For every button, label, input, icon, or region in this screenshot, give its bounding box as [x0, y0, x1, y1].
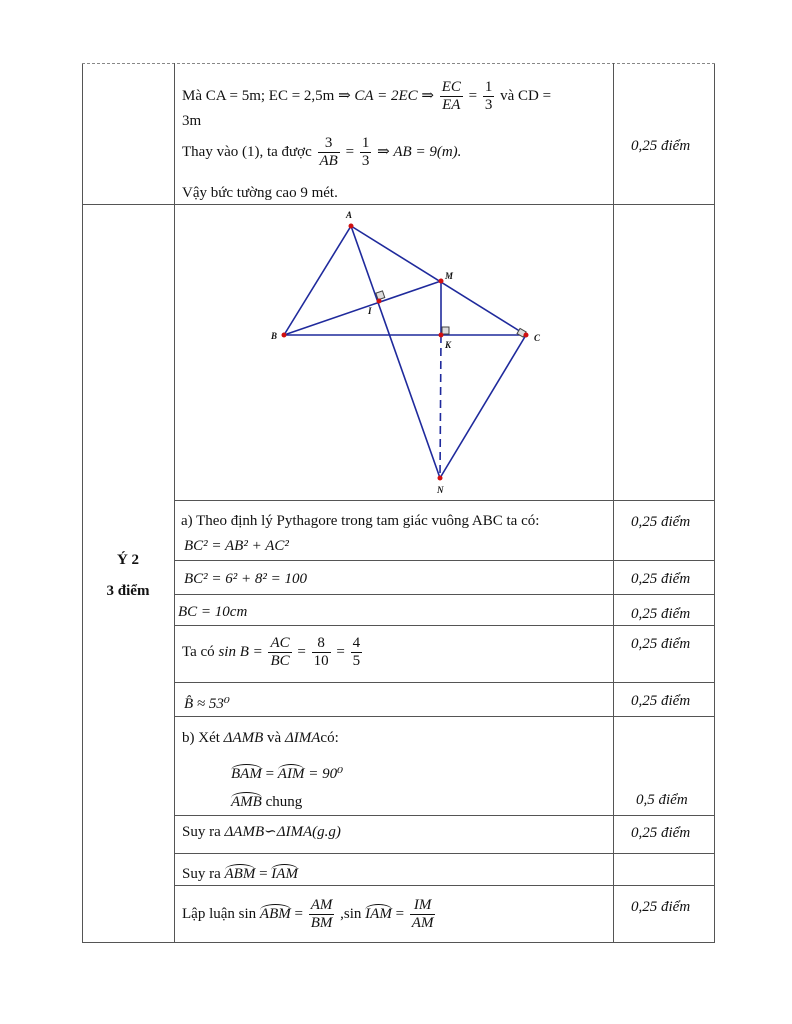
label-i: I — [368, 306, 372, 316]
row-separator — [174, 815, 715, 816]
table-border-bottom — [82, 942, 715, 943]
row-bc-points: 0,25 điểm — [631, 606, 691, 622]
row1-conclusion: Vậy bức tường cao 9 mét. — [182, 185, 338, 201]
label-b: B — [271, 331, 278, 341]
row-bc2-formula: BC² = 6² + 8² = 100 — [184, 571, 308, 587]
point-b — [282, 333, 287, 338]
point-a — [349, 224, 354, 229]
table-border-right — [714, 63, 715, 943]
row-bc2-points: 0,25 điểm — [631, 571, 691, 587]
row-a-formula: BC² = AB² + AC² — [184, 538, 289, 554]
table-border-left — [82, 63, 83, 943]
row-a-points: 0,25 điểm — [631, 514, 691, 530]
row-separator — [174, 560, 715, 561]
row1-line2: Thay vào (1), ta được $\frac{3}{AB}$ = $\frac{1}{3}$ ⇒ AB = 9(m). — [182, 135, 462, 169]
segment-ac — [351, 226, 526, 335]
row1-points: 0,25 điểm — [631, 138, 691, 154]
segment-bm — [284, 281, 441, 335]
row-separator — [174, 625, 715, 626]
point-i — [377, 299, 382, 304]
table-border-top — [82, 63, 715, 64]
section-title: Ý 2 — [116, 552, 140, 568]
segment-kn-dashed — [440, 335, 441, 478]
right-angle-k — [442, 327, 449, 334]
label-n: N — [437, 485, 444, 495]
row-b-points: 0,5 điểm — [636, 792, 688, 808]
row1-line1: Mà CA = 5m; EC = 2,5m ⇒ CA = 2EC ⇒ $\frac{EC}{EA}$ = $\frac{1}{3}$ và CD = — [182, 79, 552, 113]
row-reasoning: Lập luận sin ABM = $\frac{AM}{BM}$ ,sin IAM = $\frac{IM}{AM}$ — [182, 897, 434, 931]
segment-an — [351, 226, 440, 478]
row-b-intro: b) Xét ΔAMB và ΔIMAcó: — [182, 730, 339, 746]
row-sinb: Ta có sin B = $\frac{AC}{BC}$ = $\frac{8}{10}$ = $\frac{4}{5}$ — [182, 635, 361, 669]
column-separator-2 — [613, 63, 614, 943]
row-sinb-points: 0,25 điểm — [631, 636, 691, 652]
column-separator-1 — [174, 63, 175, 943]
section-points: 3 điểm — [106, 583, 150, 599]
row-b-common-angle: AMB chung — [231, 794, 303, 810]
fraction-one-third: $\frac{1}{3}$ — [484, 79, 493, 113]
answer-table — [82, 63, 715, 943]
row-bc-formula: BC = 10cm — [178, 604, 248, 620]
label-a: A — [346, 210, 353, 220]
row-reasoning-points: 0,25 điểm — [631, 899, 691, 915]
label-m: M — [445, 271, 454, 281]
label-k: K — [445, 340, 452, 350]
row-a-text: a) Theo định lý Pythagore trong tam giác vuông ABC ta có: — [181, 513, 540, 529]
row-angles-equal: Suy ra ABM = IAM — [182, 866, 298, 882]
point-c — [524, 333, 529, 338]
fraction-3-ab: $\frac{3}{AB}$ — [319, 135, 338, 169]
fraction-ec-ea: $\frac{EC}{EA}$ — [441, 79, 461, 113]
segment-cn — [440, 335, 526, 478]
row-separator — [174, 853, 715, 854]
row-separator — [174, 682, 715, 683]
row-separator — [82, 204, 715, 205]
fraction-im-am: $\frac{IM}{AM}$ — [411, 897, 434, 931]
fraction-am-bm: $\frac{AM}{BM}$ — [310, 897, 333, 931]
row-separator — [174, 716, 715, 717]
point-k — [439, 333, 444, 338]
row-angle-b-points: 0,25 điểm — [631, 693, 691, 709]
right-angle-i — [376, 291, 385, 300]
fraction-4-5: $\frac{4}{5}$ — [352, 635, 361, 669]
row-separator — [174, 885, 715, 886]
segment-ab — [284, 226, 351, 335]
row1-line1b: 3m — [182, 113, 202, 129]
fraction-ac-bc: $\frac{AC}{BC}$ — [270, 635, 290, 669]
row-b-angles-eq: BAM = AIM = 90⁰ — [231, 766, 344, 782]
fraction-one-third-b: $\frac{1}{3}$ — [361, 135, 370, 169]
row-separator — [174, 594, 715, 595]
row-similar: Suy ra ΔAMB∽ΔIMA(g.g) — [182, 824, 341, 840]
point-m — [439, 279, 444, 284]
label-c: C — [534, 333, 541, 343]
geometry-figure — [260, 208, 560, 498]
row-similar-points: 0,25 điểm — [631, 825, 691, 841]
point-n — [438, 476, 443, 481]
row-separator — [174, 500, 715, 501]
row-angle-b-formula: B̂ ≈ 53⁰ — [184, 696, 230, 712]
fraction-8-10: $\frac{8}{10}$ — [313, 635, 329, 669]
